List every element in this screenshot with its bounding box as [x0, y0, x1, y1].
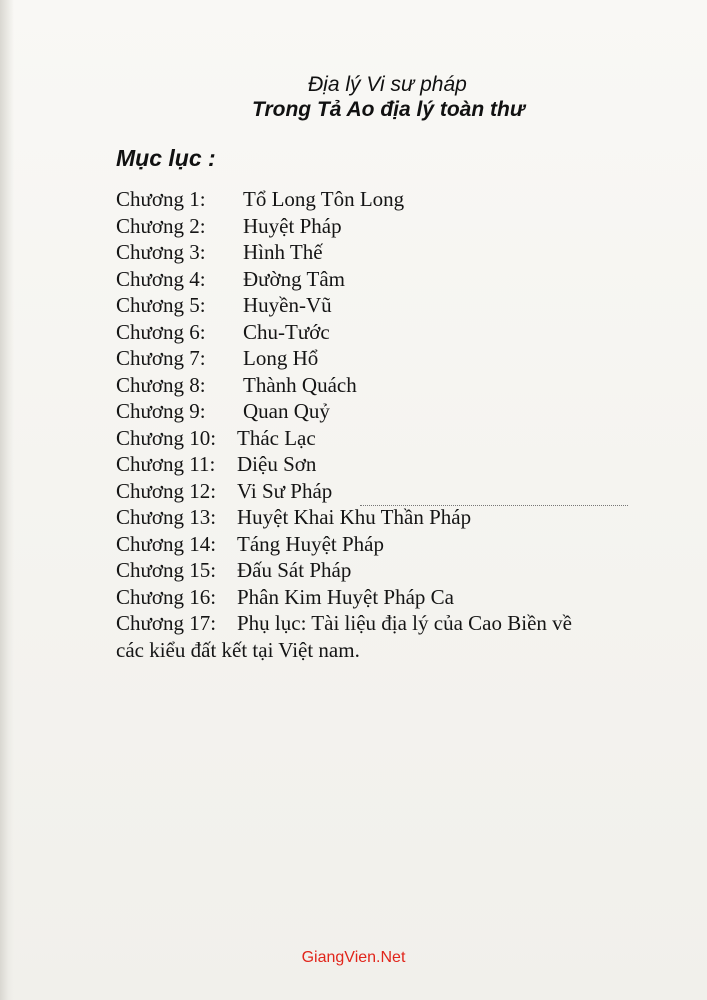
chapter-number: Chương 6:	[116, 319, 206, 344]
toc-entry	[116, 239, 696, 266]
chapter-title: Thành Quách	[243, 372, 357, 397]
toc-entry	[116, 504, 696, 531]
chapter-number: Chương 11:	[116, 452, 216, 476]
chapter-number: Chương 13:	[116, 505, 217, 529]
chapter-number: Chương 4:	[116, 266, 206, 291]
chapter-title: Chu-Tước	[243, 319, 330, 344]
chapter-title: Đấu Sát Pháp	[237, 558, 352, 582]
chapter-number: Chương 5:	[116, 293, 206, 317]
chapter-title: Long Hổ	[243, 346, 319, 370]
chapter-title: Táng Huyệt Pháp	[237, 531, 384, 556]
toc-entry	[116, 478, 696, 505]
chapter-title: Phân Kim Huyệt Pháp Ca	[237, 584, 454, 609]
title-line-2: Trong Tả Ao địa lý toàn thư	[252, 98, 525, 121]
toc-entry	[116, 557, 696, 584]
toc-entry	[116, 345, 696, 372]
chapter-number: Chương 15:	[116, 558, 217, 582]
chapter-number: Chương 12:	[116, 478, 217, 503]
chapter-title: Huyệt Pháp	[243, 213, 342, 238]
toc-entry	[116, 213, 696, 240]
chapter-title: Huyệt Khai Khu Thần Pháp	[237, 505, 472, 529]
table-of-contents-heading: Mục lục :	[116, 145, 216, 171]
title-line-1: Địa lý Vi sư pháp	[308, 73, 467, 96]
chapter-title: Phụ lục: Tài liệu địa lý của Cao Biền về	[237, 611, 572, 635]
chapter-number: Chương 2:	[116, 213, 206, 238]
watermark-text: GiangVien.Net	[301, 949, 406, 966]
chapter-title: Huyền-Vũ	[243, 293, 332, 317]
chapter-title: Đường Tâm	[243, 266, 346, 291]
table-of-contents	[116, 186, 696, 663]
chapter-number: Chương 17:	[116, 611, 217, 635]
toc-entry	[116, 398, 696, 425]
toc-entry	[116, 584, 696, 611]
chapter-number: Chương 9:	[116, 399, 206, 423]
toc-entry	[116, 372, 696, 399]
toc-entry	[116, 292, 696, 319]
chapter-title: Diệu Sơn	[237, 452, 317, 476]
dotted-leader-line	[360, 505, 628, 506]
chapter-number: Chương 8:	[116, 372, 206, 397]
chapter-title: Vi Sư Pháp	[237, 478, 333, 503]
toc-entry	[116, 266, 696, 293]
chapter-number: Chương 16:	[116, 584, 217, 609]
chapter-number: Chương 3:	[116, 240, 206, 264]
chapter-number: Chương 7:	[116, 346, 206, 370]
chapter-number: Chương 1:	[116, 187, 206, 211]
toc-entry	[116, 610, 696, 637]
toc-entry	[116, 531, 696, 558]
toc-entry	[116, 186, 696, 213]
toc-entry	[116, 319, 696, 346]
toc-entry-continuation: các kiểu đất kết tại Việt nam.	[116, 637, 360, 662]
page-edge-shadow	[0, 0, 14, 1000]
chapter-number: Chương 10:	[116, 425, 217, 450]
chapter-number: Chương 14:	[116, 531, 217, 556]
toc-entry	[116, 425, 696, 452]
chapter-title: Thác Lạc	[237, 425, 316, 450]
chapter-title: Quan Quỷ	[243, 399, 330, 423]
chapter-title: Tổ Long Tôn Long	[243, 187, 405, 211]
chapter-title: Hình Thế	[243, 240, 323, 264]
toc-entry	[116, 451, 696, 478]
